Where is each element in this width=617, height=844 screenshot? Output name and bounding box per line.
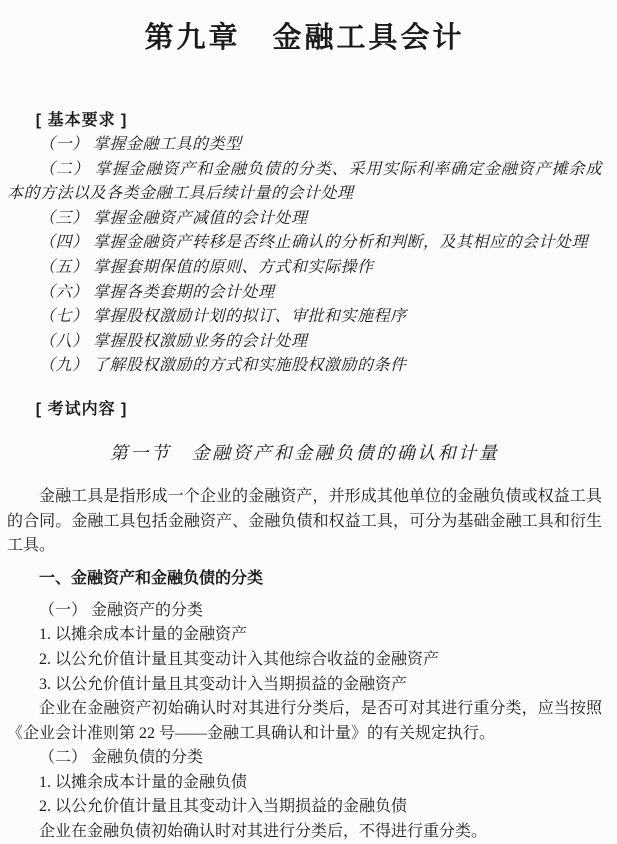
requirement-item-8: （八） 掌握股权激励业务的会计处理 — [39, 332, 308, 350]
requirement-item-4: （四） 掌握金融资产转移是否终止确认的分析和判断，及其相应的会计处理 — [39, 234, 589, 252]
liability-item-1: 1. 以摊余成本计量的金融负债 — [39, 773, 248, 791]
requirement-item-2: （二） 掌握金融资产和金融负债的分类、采用实际利率确定金融资产摊余成本的方法以及各类金融工具后续计量的会计处理 — [7, 160, 602, 203]
assets-reclassification-note: 企业在金融资产初始确认时对其进行分类后，是否可对其进行重分类，应当按照《企业会计准则第 22 号——金融工具确认和计量》的有关规定执行。 — [7, 700, 602, 742]
liabilities-classification-heading: （二） 金融负债的分类 — [39, 749, 204, 767]
chapter-title: 第九章 金融工具会计 — [144, 22, 465, 54]
liabilities-reclassification-note: 企业在金融负债初始确认时对其进行分类后，不得进行重分类。 — [39, 823, 488, 841]
requirement-item-3: （三） 掌握金融资产减值的会计处理 — [39, 209, 308, 227]
section-title: 第一节 金融资产和金融负债的确认和计量 — [109, 442, 500, 463]
assets-classification-heading: （一） 金融资产的分类 — [39, 601, 204, 619]
requirement-item-7: （七） 掌握股权激励计划的拟订、审批和实施程序 — [39, 308, 407, 326]
intro-paragraph: 金融工具是指形成一个企业的金融资产，并形成其他单位的金融负债或权益工具的合同。金融工具包括金融资产、金融负债和权益工具，可分为基础金融工具和衍生工具。 — [7, 487, 602, 555]
requirement-item-9: （九） 了解股权激励的方式和实施股权激励的条件 — [39, 357, 407, 375]
classification-heading: 一、金融资产和金融负债的分类 — [39, 569, 264, 587]
basic-requirements-heading: [ 基本要求 ] — [35, 112, 128, 129]
asset-item-3: 3. 以公允价值计量且其变动计入当期损益的金融资产 — [39, 675, 408, 693]
exam-content-section — [7, 397, 602, 844]
basic-requirements-section — [7, 108, 602, 379]
asset-item-2: 2. 以公允价值计量且其变动计入其他综合收益的金融资产 — [39, 650, 440, 668]
requirement-item-5: （五） 掌握套期保值的原则、方式和实际操作 — [39, 258, 374, 276]
liability-item-2: 2. 以公允价值计量且其变动计入当期损益的金融负债 — [39, 798, 408, 816]
exam-content-heading: [ 考试内容 ] — [35, 400, 128, 418]
requirement-item-6: （六） 掌握各类套期的会计处理 — [39, 283, 275, 301]
asset-item-1: 1. 以摊余成本计量的金融资产 — [39, 626, 248, 644]
requirement-item-1: （一） 掌握金融工具的类型 — [39, 136, 242, 153]
